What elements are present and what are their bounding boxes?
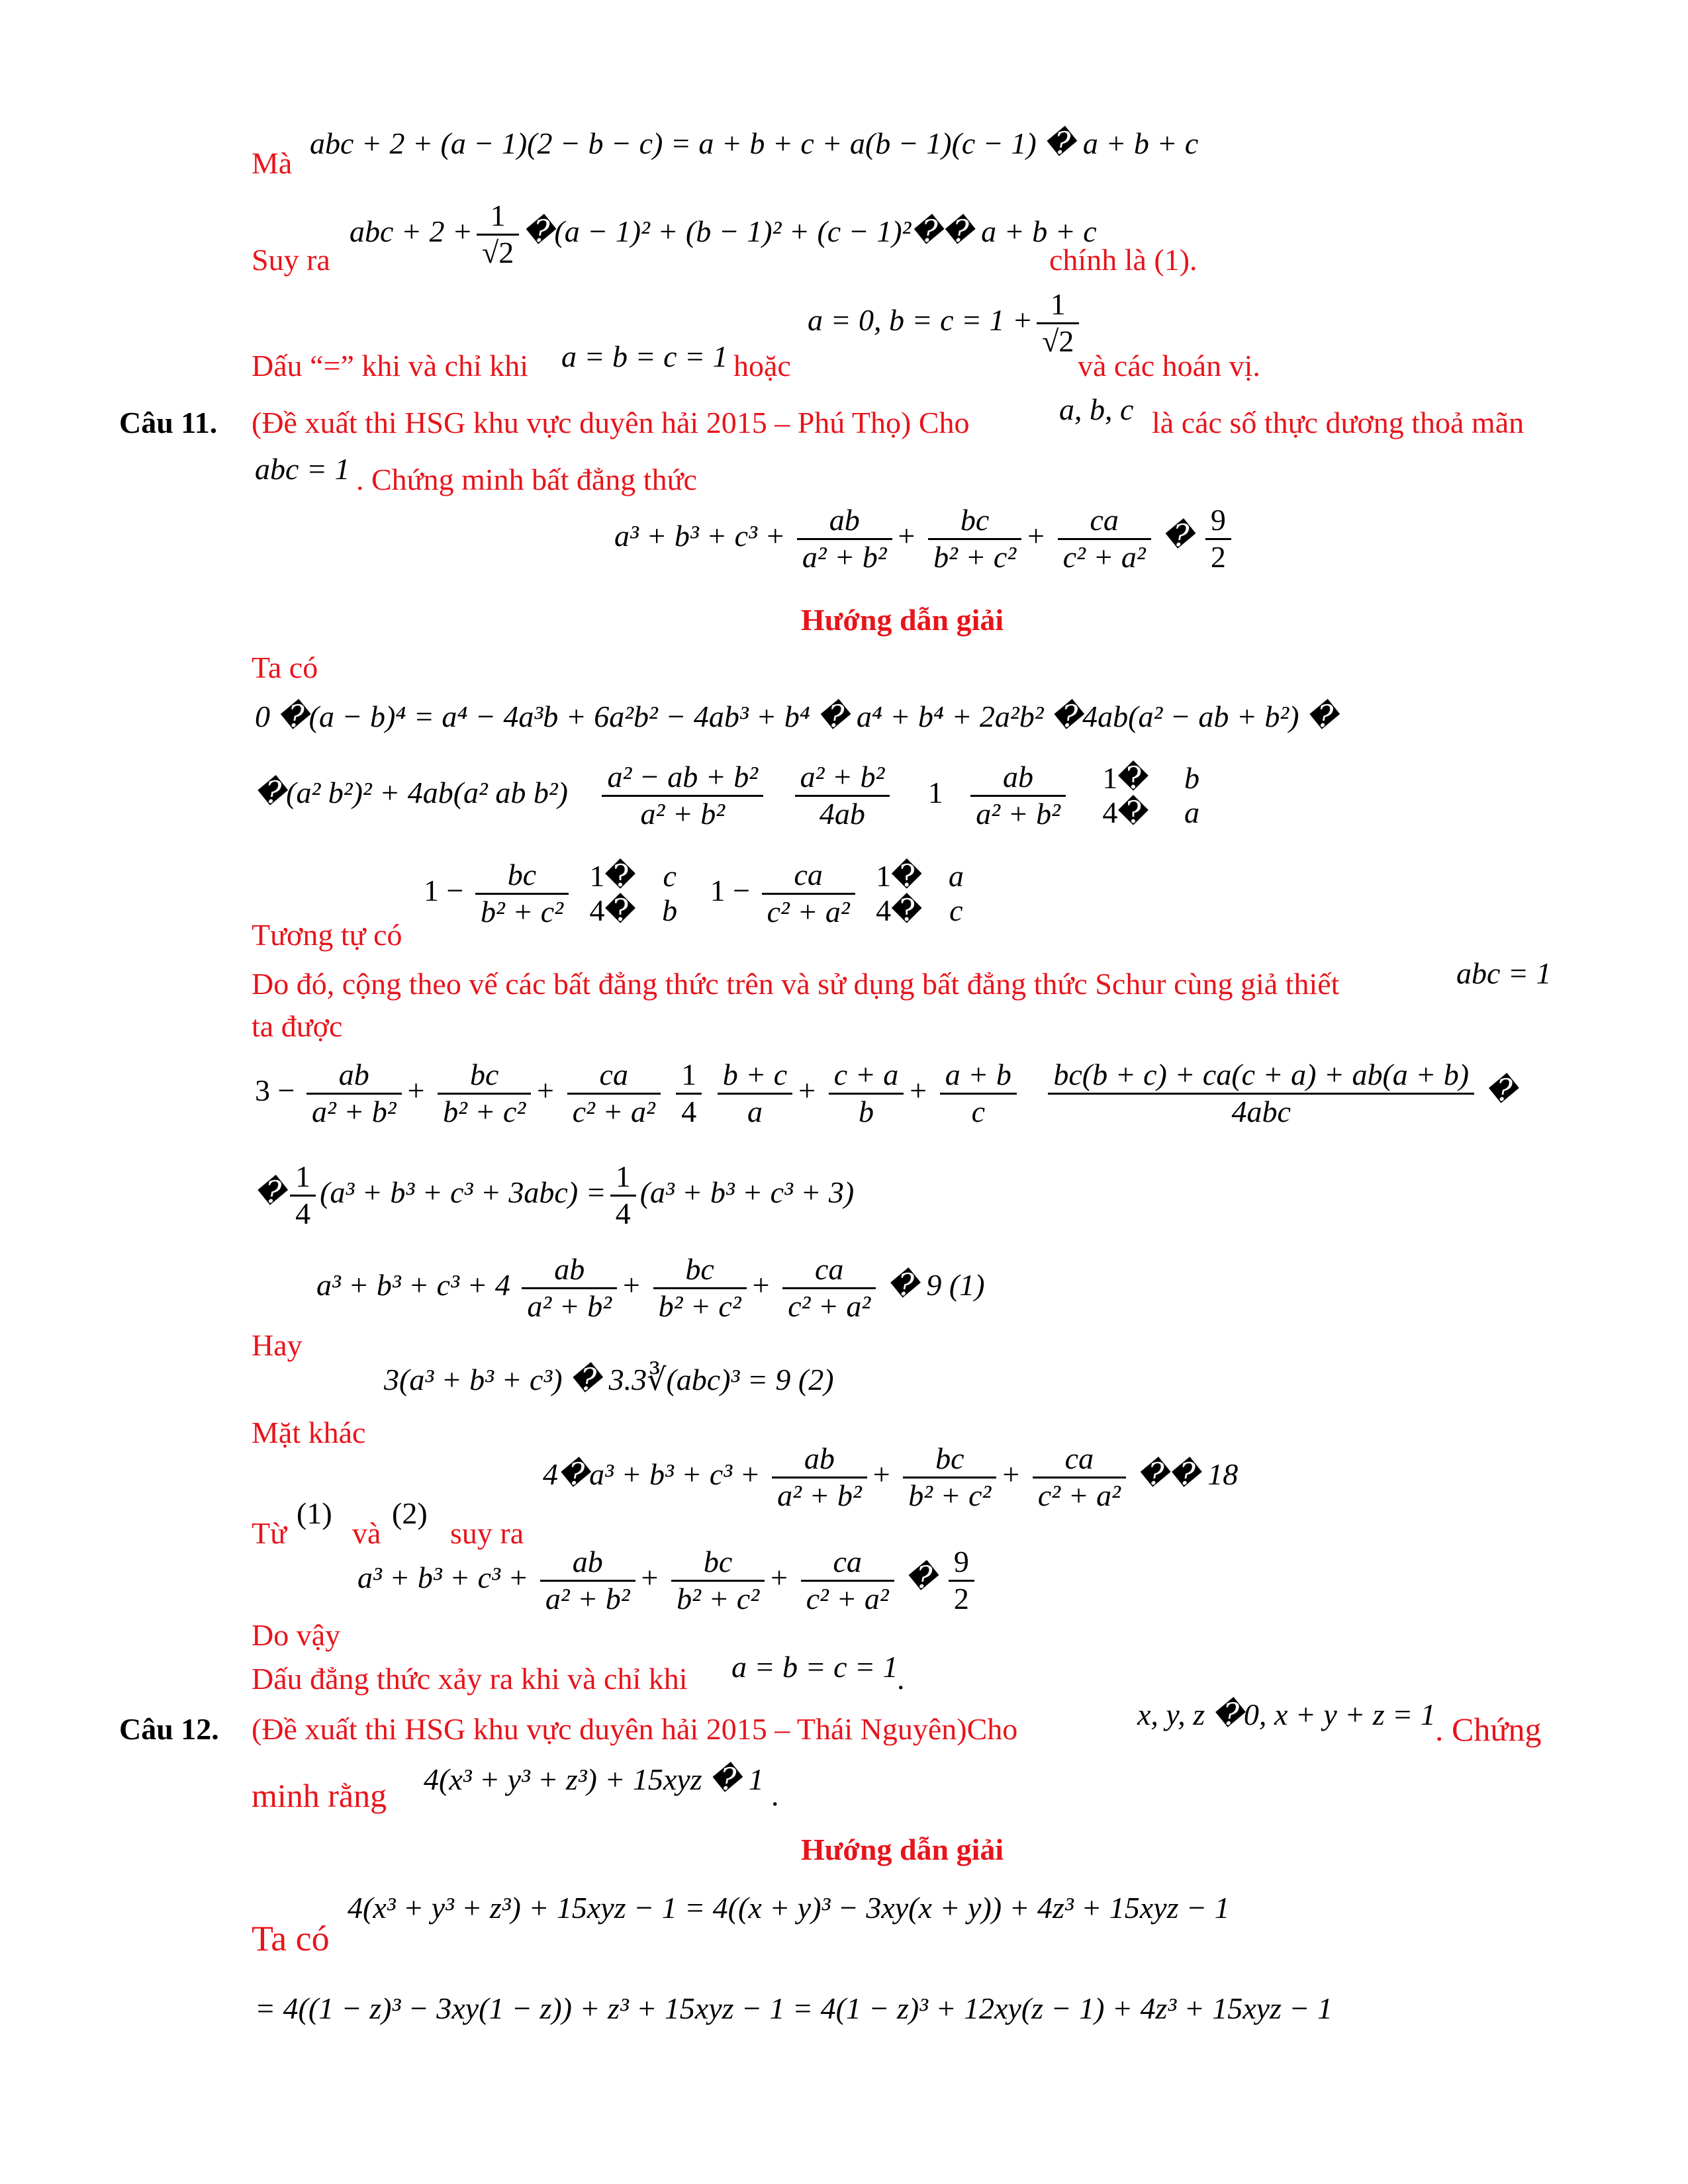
fraction-l8-1	[772, 1441, 867, 1514]
frac-den: a	[747, 1094, 763, 1128]
frac-num: bc	[475, 858, 569, 895]
fraction-l2-4	[1097, 761, 1154, 831]
frac-num: 1	[610, 1160, 636, 1197]
text-dau-dang-thuc: Dấu đẳng thức xảy ra khi và chỉ khi	[252, 1662, 688, 1696]
text-ta-co: Ta có	[252, 651, 318, 684]
frac-num: ab	[522, 1252, 617, 1289]
text-do-vay: Do vậy	[252, 1618, 341, 1652]
solution-line-8: 4�a³ + b³ + c³ + $\frac{ab}{\text{a² + b²}}$ + $\frac{bc}{\text{b² + c²}}$ + $\frac{ca}{\text{c² + a²}}$ �� 18	[543, 1441, 1239, 1512]
fraction-bc	[928, 503, 1021, 575]
frac-den: b² + c²	[480, 894, 563, 929]
question-11-condition: abc = 1	[255, 452, 350, 486]
frac-den: c² + a²	[1037, 1478, 1121, 1512]
fraction-l4-5	[718, 1058, 792, 1130]
frac-den: a	[1184, 796, 1200, 830]
frac-num: 1�	[876, 858, 923, 893]
frac-den: 4�	[589, 893, 636, 928]
frac-den: 2	[1210, 539, 1226, 574]
text-chinh-la: chính là (1).	[1049, 243, 1197, 277]
line6-tail: � 9 (1)	[887, 1267, 985, 1302]
equation-2-tail: �(a − 1)² + (b − 1)² + (c − 1)²�� a + b + c	[523, 214, 1097, 248]
fraction-l4-4	[676, 1058, 702, 1130]
text-suy-ra: Suy ra	[252, 243, 330, 277]
line5-mid: (a³ + b³ + c³ + 3abc) =	[320, 1175, 606, 1209]
frac-den: a² + b²	[976, 796, 1060, 831]
question-11-prove: . Chứng minh bất đẳng thức	[356, 463, 697, 496]
frac-num: bc	[438, 1058, 531, 1095]
question-12-inequality: 4(x³ + y³ + z³) + 15xyz � 1	[424, 1762, 764, 1796]
frac-den: b² + c²	[933, 539, 1017, 574]
frac-num: bc(b + c) + ca(c + a) + ab(a + b)	[1048, 1058, 1474, 1095]
question-11-inequality: a³ + b³ + c³ + $\frac{ab}{\text{a² + b²}}$ + $\frac{bc}{\text{b² + c²}}$ + $\frac{ca}{\text{c² + a²}}$ � $\frac{9}{2}$	[614, 503, 1235, 575]
frac-den: c² + a²	[572, 1094, 655, 1128]
fraction-nine-halves	[1205, 503, 1231, 575]
frac-den: √2	[1042, 324, 1074, 358]
fraction-one-over-sqrt2	[477, 199, 519, 271]
frac-num: b + c	[718, 1058, 792, 1095]
frac-den: 4ab	[819, 796, 865, 831]
frac-num: 9	[949, 1545, 974, 1582]
solution-line-3	[424, 858, 973, 930]
text-tu: Từ	[252, 1516, 287, 1550]
equation-4	[808, 287, 1083, 359]
ref-1: (1)	[297, 1496, 332, 1530]
frac-den: c² + a²	[806, 1581, 889, 1615]
frac-den: a² + b²	[802, 539, 887, 574]
line8-lead: 4�a³ + b³ + c³ +	[543, 1457, 761, 1491]
frac-num: bc	[903, 1441, 996, 1479]
line5-tail: (a³ + b³ + c³ + 3)	[639, 1175, 855, 1209]
text-do-do-condition: abc = 1	[1456, 956, 1552, 990]
frac-num: 1�	[1102, 760, 1149, 795]
frac-num: 1	[1037, 287, 1079, 324]
text-do-do: Do đó, cộng theo vế các bất đẳng thức trên và sử dụng bất đẳng thức Schur cùng giả thiết	[252, 967, 1340, 1001]
frac-num: 1�	[589, 858, 636, 893]
frac-den: a² + b²	[527, 1289, 612, 1323]
frac-num: c	[663, 858, 677, 893]
line4-end: �	[1485, 1073, 1517, 1107]
line4-lead: 3 −	[255, 1073, 295, 1107]
ref-2: (2)	[392, 1496, 428, 1530]
solution-line-1: 0 �(a − b)⁴ = a⁴ − 4a³b + 6a²b² − 4ab³ + b⁴ � a⁴ + b⁴ + 2a²b² �4ab(a² − ab + b²) �	[255, 700, 1338, 733]
frac-num: ca	[1033, 1441, 1126, 1479]
fraction-l4-2	[438, 1058, 531, 1130]
frac-den: c² + a²	[788, 1289, 871, 1323]
fraction-l3-4	[762, 858, 855, 930]
solution-line-6: a³ + b³ + c³ + 4 $\frac{ab}{\text{a² + b²}}$ + $\frac{bc}{\text{b² + c²}}$ + $\frac{ca}{\text{c² + a²}}$ � 9 (1)	[316, 1252, 985, 1323]
line3-lead: 1 −	[424, 873, 464, 907]
frac-num: ca	[567, 1058, 661, 1095]
frac-den: b² + c²	[677, 1581, 760, 1615]
frac-num: 1	[477, 199, 519, 236]
fraction-l6-2	[653, 1252, 747, 1324]
fraction-one-over-sqrt2-b	[1037, 287, 1079, 359]
solution-12-line-1: 4(x³ + y³ + z³) + 15xyz − 1 = 4((x + y)³ − 3xy(x + y)) + 4z³ + 15xyz − 1	[348, 1891, 1230, 1925]
fraction-l6-1	[522, 1252, 617, 1324]
frac-den: c	[949, 893, 963, 928]
line6-lead: a³ + b³ + c³ + 4	[316, 1267, 510, 1302]
text-va: và	[352, 1516, 381, 1550]
frac-num: a² + b²	[795, 760, 890, 797]
frac-den: 4	[615, 1196, 631, 1230]
question-11-vars: a, b, c	[1059, 392, 1134, 426]
line8-tail: �� 18	[1137, 1457, 1239, 1491]
frac-den: c² + a²	[767, 894, 850, 929]
fraction-l3-3	[657, 859, 682, 929]
frac-num: ca	[762, 858, 855, 895]
text-cac-hoan-vi: và các hoán vị.	[1078, 349, 1260, 383]
frac-den: b	[859, 1094, 874, 1128]
frac-den: 4	[295, 1196, 311, 1230]
text-hay: Hay	[252, 1328, 303, 1362]
frac-num: ca	[782, 1252, 876, 1289]
equation-2	[350, 199, 1097, 271]
frac-num: 1	[676, 1058, 702, 1095]
question-12-minh-rang: minh rằng	[252, 1777, 387, 1814]
frac-den: b² + c²	[658, 1289, 741, 1323]
question-11-intro: (Đề xuất thi HSG khu vực duyên hải 2015 – Phú Thọ) Cho	[252, 406, 970, 439]
fraction-l4-6	[829, 1058, 904, 1130]
frac-den: 2	[953, 1581, 969, 1615]
fraction-l9-4	[949, 1545, 974, 1617]
fraction-l4-7	[940, 1058, 1017, 1130]
frac-den: a² + b²	[545, 1581, 630, 1615]
equation-4-lead: a = 0, b = c = 1 +	[808, 302, 1033, 337]
text-tuong-tu: Tương tự có	[252, 918, 402, 952]
equation-1: abc + 2 + (a − 1)(2 − b − c) = a + b + c + a(b − 1)(c − 1) � a + b + c	[310, 126, 1199, 160]
frac-den: a² + b²	[640, 796, 726, 831]
frac-den: 4	[681, 1094, 697, 1128]
text-hoac: hoặc	[733, 349, 791, 383]
fraction-l2-5	[1179, 761, 1205, 831]
equation-3: a = b = c = 1	[561, 340, 728, 373]
frac-num: ab	[772, 1441, 867, 1479]
line9-lead: a³ + b³ + c³ +	[357, 1560, 529, 1594]
solution-heading-12: Hướng dẫn giải	[801, 1833, 1004, 1866]
frac-num: ab	[540, 1545, 635, 1582]
period: .	[897, 1662, 905, 1696]
text-ma: Mà	[252, 146, 293, 180]
line9-ge: �	[906, 1560, 937, 1594]
frac-den: 4�	[1102, 796, 1149, 830]
frac-num: ab	[306, 1058, 402, 1095]
fraction-l4-1	[306, 1058, 402, 1130]
text-ta-co-12: Ta có	[252, 1919, 330, 1958]
frac-den: a² + b²	[777, 1478, 862, 1512]
fraction-l9-3	[801, 1545, 894, 1617]
frac-num: a² − ab + b²	[602, 760, 763, 797]
fraction-l5-2	[610, 1160, 636, 1232]
fraction-l4-3	[567, 1058, 661, 1130]
fraction-l4-8	[1048, 1058, 1474, 1130]
solution-line-5	[255, 1160, 854, 1232]
frac-num: ab	[797, 503, 892, 540]
frac-num: bc	[671, 1545, 765, 1582]
frac-num: b	[1184, 760, 1200, 795]
fraction-ca	[1058, 503, 1151, 575]
fraction-l3-2	[585, 859, 641, 929]
frac-num: 9	[1205, 503, 1231, 540]
fraction-l2-2	[795, 760, 890, 832]
fraction-l3-6	[943, 859, 969, 929]
fraction-l8-2	[903, 1441, 996, 1514]
frac-num: ca	[1058, 503, 1151, 540]
line2-one: 1	[927, 775, 943, 809]
ineq-lead: a³ + b³ + c³ +	[614, 518, 786, 553]
line3-mid: 1 −	[710, 873, 751, 907]
question-12-chung: . Chứng	[1435, 1711, 1542, 1748]
equation-2-lead: abc + 2 +	[350, 214, 473, 248]
frac-num: bc	[928, 503, 1021, 540]
question-12-label: Câu 12.	[119, 1712, 219, 1746]
frac-den: c	[971, 1094, 986, 1128]
frac-num: bc	[653, 1252, 747, 1289]
frac-den: b² + c²	[443, 1094, 526, 1128]
frac-num: ab	[970, 760, 1066, 797]
text-suy-ra-2: suy ra	[450, 1516, 524, 1550]
solution-line-2	[255, 760, 1209, 832]
solution-heading-11: Hướng dẫn giải	[801, 603, 1004, 637]
line5-lead: �	[255, 1175, 287, 1209]
text-dau-khi: Dấu “=” khi và chỉ khi	[252, 349, 529, 383]
question-11-label: Câu 11.	[119, 406, 218, 439]
ge-symbol: �	[1162, 518, 1194, 553]
frac-num: a + b	[940, 1058, 1017, 1095]
solution-line-4: 3 − $\frac{ab}{\text{a² + b²}}$ + $\frac{bc}{\text{b² + c²}}$ + $\frac{ca}{\text{c² + a²}}$ $\frac{1}{4}$ $\frac{b + c}{a}$ + $\frac{c + a}{b}$ + $\frac{a + b}{c}$ $\frac{bc(b + c) + ca(c + a) + ab(a + b)}{\text{4abc}}$ �	[255, 1058, 1517, 1128]
question-12-period: .	[771, 1778, 779, 1812]
fraction-l8-3	[1033, 1441, 1126, 1514]
frac-den: c² + a²	[1062, 539, 1146, 574]
equality-condition: a = b = c = 1	[731, 1650, 898, 1684]
frac-den: √2	[482, 235, 514, 269]
frac-den: b² + c²	[908, 1478, 992, 1512]
solution-line-7: 3(a³ + b³ + c³) � 3.3∛(abc)³ = 9 (2)	[384, 1363, 834, 1396]
question-12-intro: (Đề xuất thi HSG khu vực duyên hải 2015 – Thái Nguyên)Cho	[252, 1712, 1018, 1746]
solution-12-line-2: = 4((1 − z)³ − 3xy(1 − z)) + z³ + 15xyz − 1 = 4(1 − z)³ + 12xy(z − 1) + 4z³ + 15xyz − 1	[255, 1991, 1333, 2025]
solution-line-9: a³ + b³ + c³ + $\frac{ab}{\text{a² + b²}}$ + $\frac{bc}{\text{b² + c²}}$ + $\frac{ca}{\text{c² + a²}}$ � $\frac{9}{2}$	[357, 1545, 978, 1617]
fraction-l9-2	[671, 1545, 765, 1617]
fraction-l3-5	[870, 859, 927, 929]
fraction-l2-3	[970, 760, 1066, 832]
frac-den: 4�	[876, 893, 923, 928]
line2-lead: �(a² b²)² + 4ab(a² ab b²)	[255, 775, 568, 809]
frac-den: b	[662, 893, 678, 928]
fraction-l6-3	[782, 1252, 876, 1324]
frac-num: ca	[801, 1545, 894, 1582]
frac-num: c + a	[829, 1058, 904, 1095]
fraction-l2-1	[602, 760, 763, 832]
frac-num: a	[948, 858, 964, 893]
fraction-l5-1	[290, 1160, 316, 1232]
fraction-ab	[797, 503, 892, 575]
question-12-condition: x, y, z �0, x + y + z = 1	[1137, 1698, 1436, 1731]
frac-den: 4abc	[1231, 1094, 1291, 1128]
fraction-l3-1	[475, 858, 569, 930]
frac-num: 1	[290, 1160, 316, 1197]
frac-den: a² + b²	[311, 1094, 397, 1128]
fraction-l9-1	[540, 1545, 635, 1617]
text-mat-khac: Mặt khác	[252, 1416, 366, 1449]
question-11-condition-text: là các số thực dương thoả mãn	[1152, 406, 1524, 439]
text-ta-duoc: ta được	[252, 1009, 343, 1043]
